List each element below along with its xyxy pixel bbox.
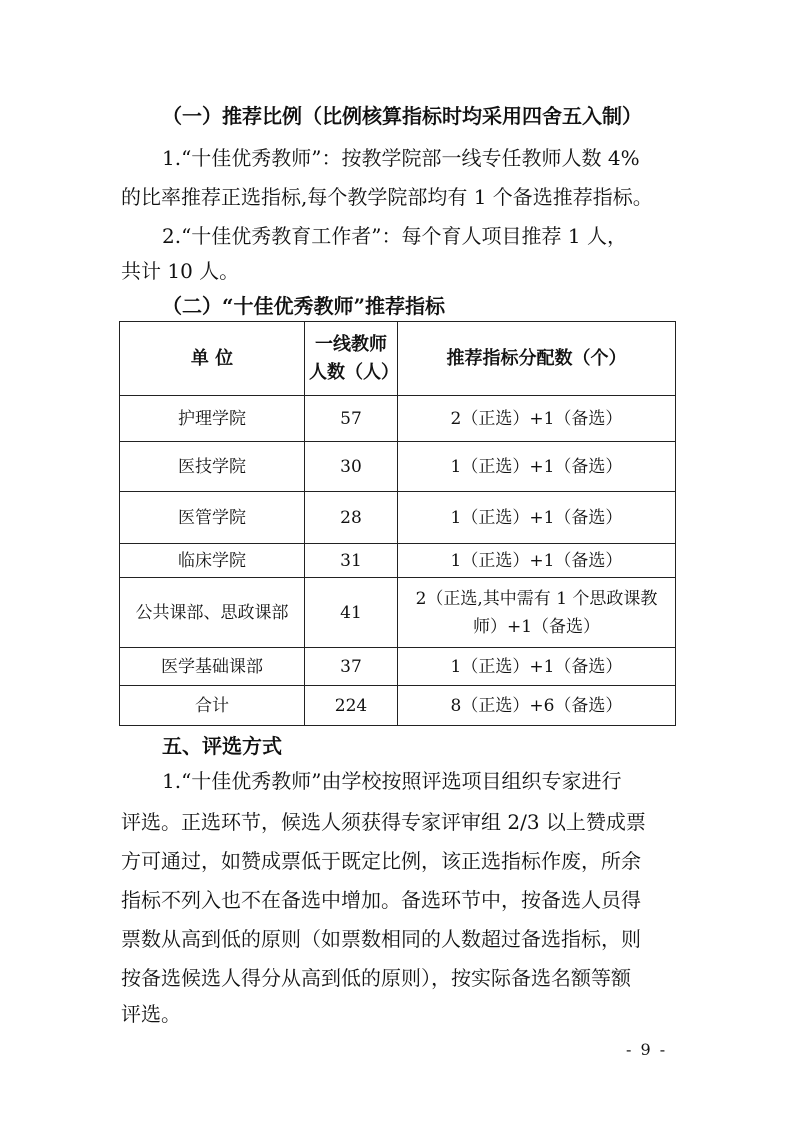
header-teacher-count xyxy=(305,322,398,396)
section5-line: 方可通过，如赞成票低于既定比例，该正选指标作废，所余 xyxy=(121,849,641,873)
cell-quota: 1（正选）+1（备选） xyxy=(398,648,676,686)
cell-unit: 合计 xyxy=(120,686,305,726)
page-number: - 9 - xyxy=(626,1040,668,1059)
cell-quota-line2: 师）+1（备选） xyxy=(472,616,601,637)
table-row xyxy=(120,648,676,686)
cell-quota: 8（正选）+6（备选） xyxy=(398,686,676,726)
section5-line: 按备选候选人得分从高到低的原则），按实际备选名额等额 xyxy=(121,966,631,990)
cell-quota-line1: 2（正选,其中需有 1 个思政课教 xyxy=(415,588,658,609)
table-row xyxy=(120,396,676,442)
table-header-row xyxy=(120,322,676,396)
section1-item2-line1: 2.“十佳优秀教育工作者”：每个育人项目推荐 1 人， xyxy=(162,224,627,248)
cell-count: 224 xyxy=(305,686,398,726)
cell-quota xyxy=(398,578,676,648)
table-total-row xyxy=(120,686,676,726)
section1-item2-line2: 共计 10 人。 xyxy=(121,259,240,283)
section5-line: 票数从高到低的原则（如票数相同的人数超过备选指标，则 xyxy=(121,927,641,951)
section5-heading: 五、评选方式 xyxy=(162,734,282,758)
header-quota: 推荐指标分配数（个） xyxy=(398,322,676,396)
cell-unit: 医学基础课部 xyxy=(120,648,305,686)
table-row xyxy=(120,544,676,578)
section1-item1-line2: 的比率推荐正选指标,每个教学院部均有 1 个备选推荐指标。 xyxy=(121,185,653,209)
cell-count: 41 xyxy=(305,578,398,648)
cell-count: 31 xyxy=(305,544,398,578)
cell-unit: 临床学院 xyxy=(120,544,305,578)
section1-item1-line1: 1.“十佳优秀教师”：按教学院部一线专任教师人数 4% xyxy=(162,146,640,170)
section5-line: 指标不列入也不在备选中增加。备选环节中，按备选人员得 xyxy=(121,888,641,912)
header-teacher-count-line1: 一线教师 xyxy=(315,333,387,355)
section5-line: 评选。正选环节，候选人须获得专家评审组 2/3 以上赞成票 xyxy=(121,810,646,834)
table-row xyxy=(120,442,676,492)
section1-heading: （一）推荐比例（比例核算指标时均采用四舍五入制） xyxy=(162,104,642,128)
quota-table xyxy=(119,321,676,726)
cell-count: 30 xyxy=(305,442,398,492)
cell-quota: 1（正选）+1（备选） xyxy=(398,544,676,578)
cell-unit: 医管学院 xyxy=(120,492,305,544)
table-row xyxy=(120,492,676,544)
cell-count: 37 xyxy=(305,648,398,686)
section2-heading: （二）“十佳优秀教师”推荐指标 xyxy=(162,294,446,318)
cell-quota: 2（正选）+1（备选） xyxy=(398,396,676,442)
table-row xyxy=(120,578,676,648)
cell-quota: 1（正选）+1（备选） xyxy=(398,492,676,544)
cell-count: 57 xyxy=(305,396,398,442)
cell-unit: 医技学院 xyxy=(120,442,305,492)
section5-line: 1.“十佳优秀教师”由学校按照评选项目组织专家进行 xyxy=(162,769,622,793)
cell-unit: 护理学院 xyxy=(120,396,305,442)
section5-line: 评选。 xyxy=(121,1002,181,1026)
cell-unit: 公共课部、思政课部 xyxy=(120,578,305,648)
header-unit: 单 位 xyxy=(120,322,305,396)
header-teacher-count-line2: 人数（人） xyxy=(309,361,399,383)
cell-count: 28 xyxy=(305,492,398,544)
cell-quota: 1（正选）+1（备选） xyxy=(398,442,676,492)
